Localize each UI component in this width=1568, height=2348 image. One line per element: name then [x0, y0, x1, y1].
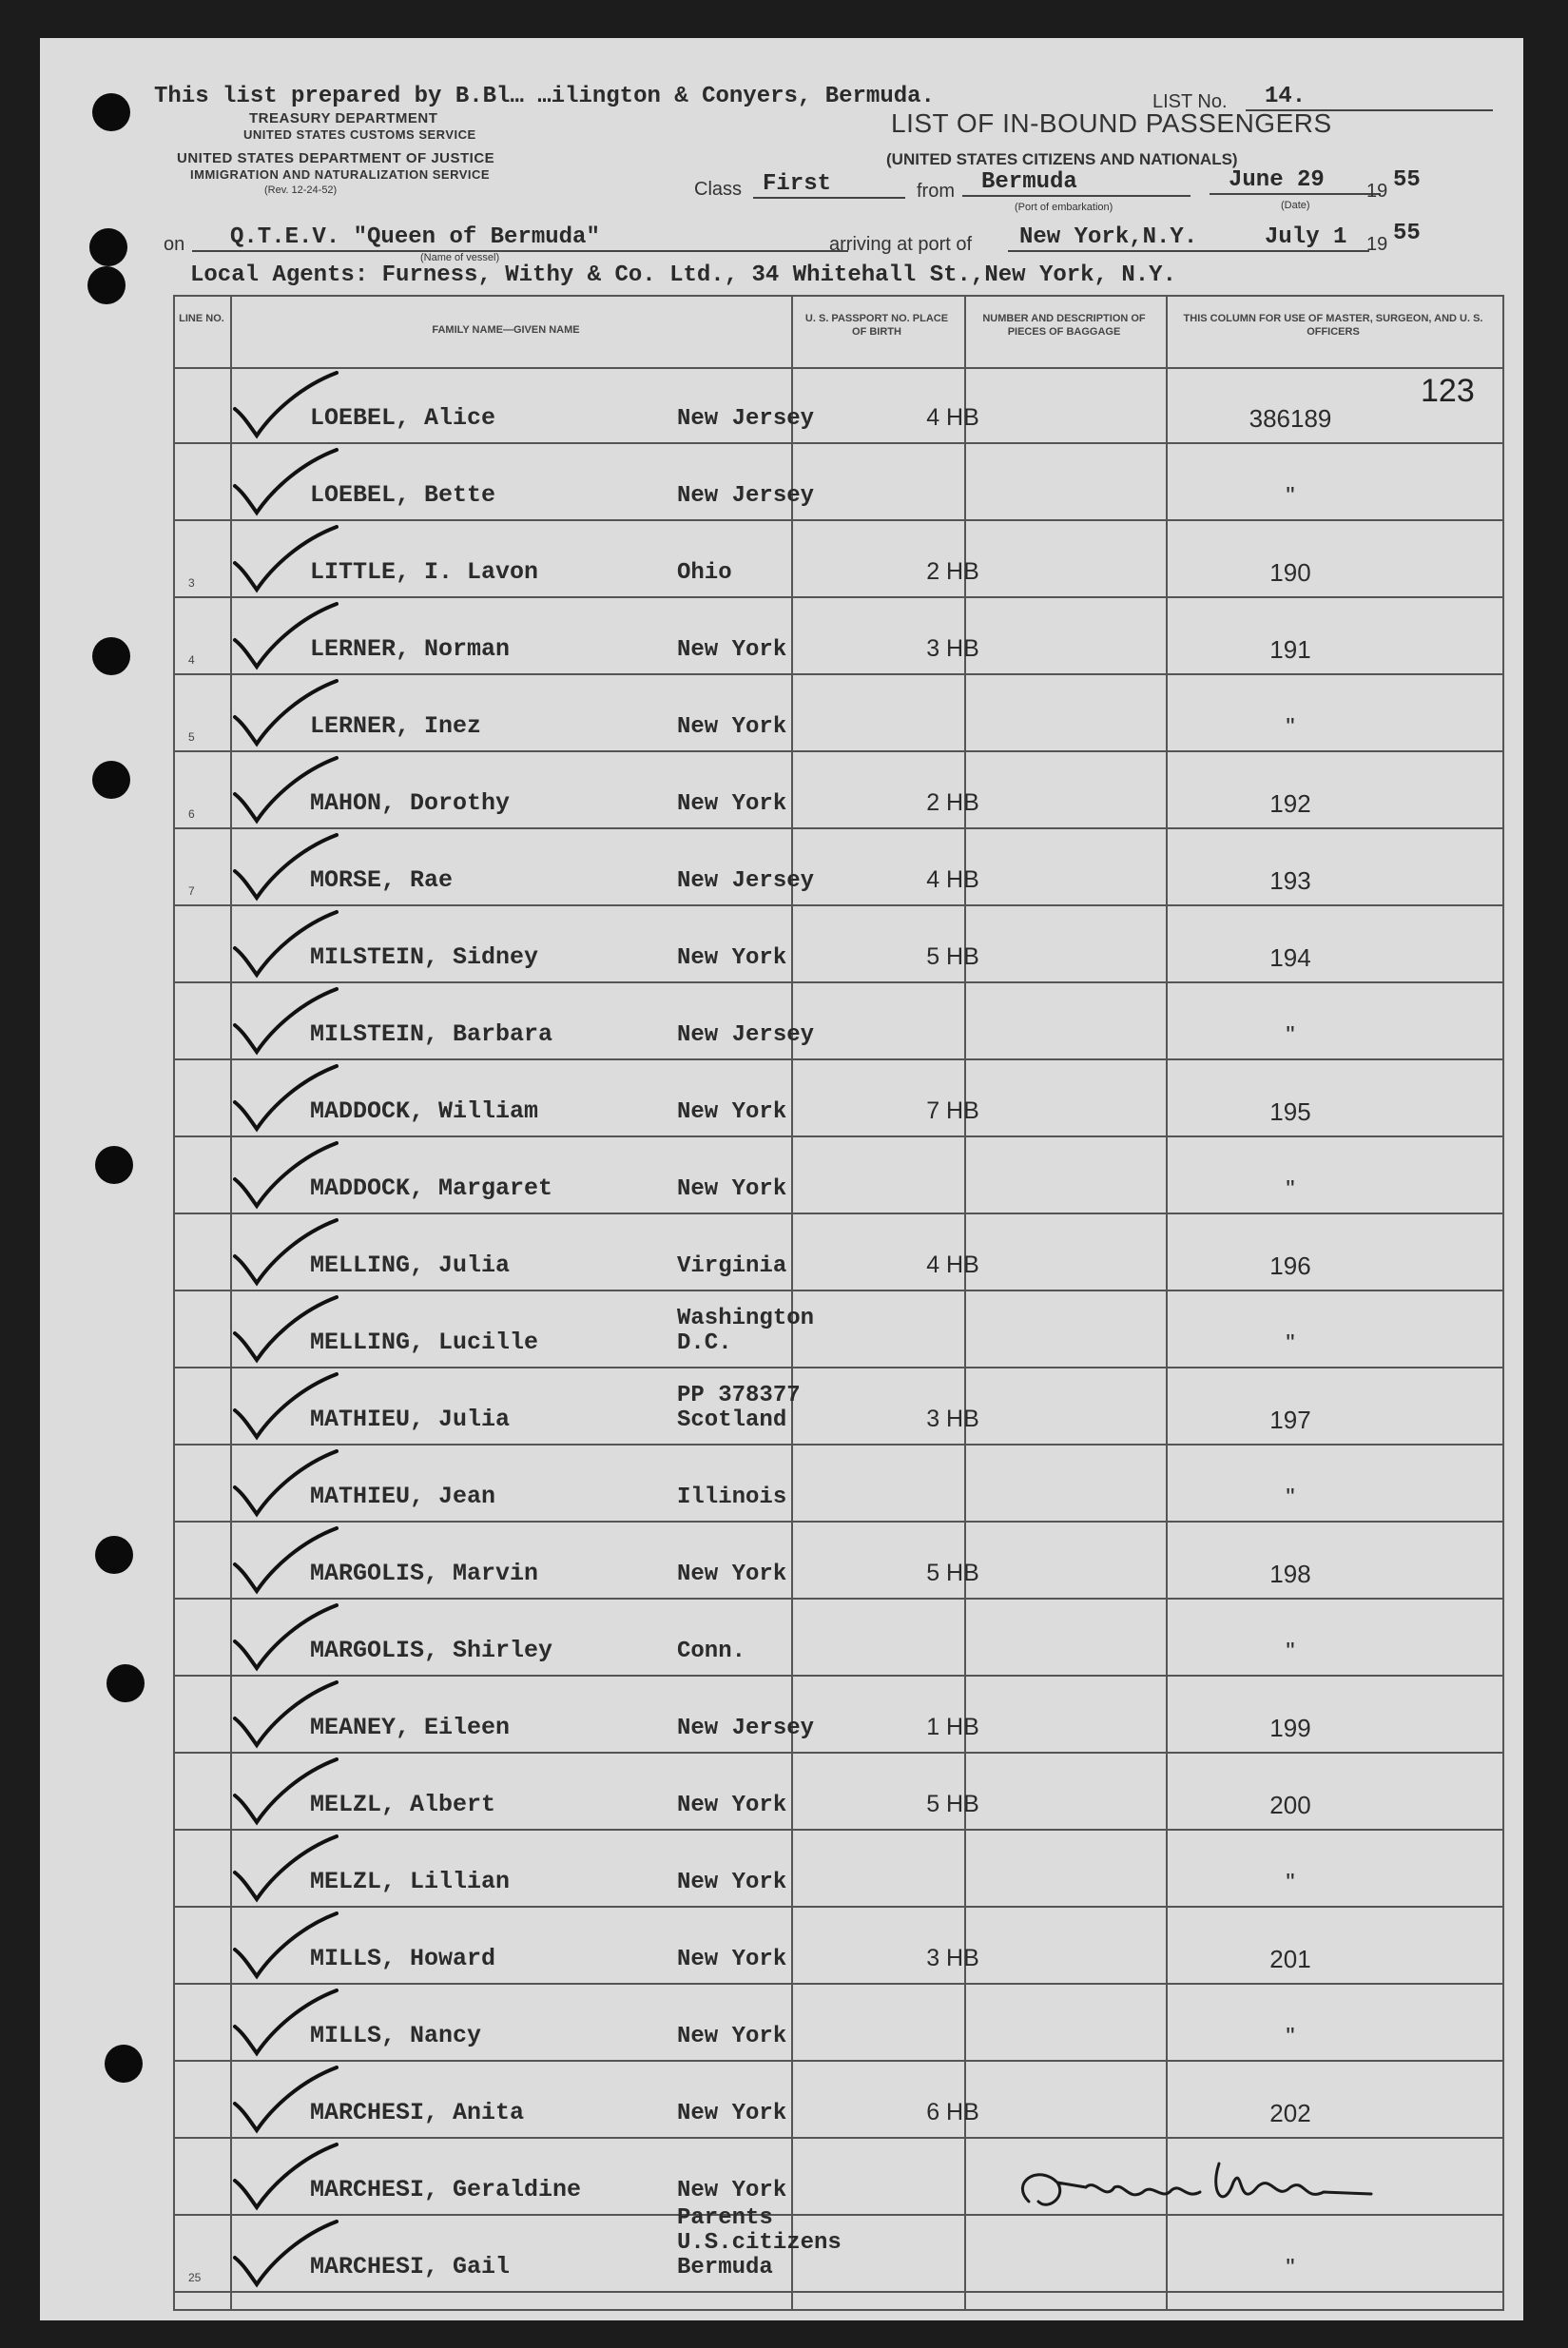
place-of-birth: [677, 1562, 786, 1587]
place-of-birth: [677, 407, 814, 432]
officer-number: 200: [1269, 1791, 1311, 1819]
table-row: [173, 2062, 1504, 2138]
passenger-name: MILLS, Nancy: [310, 2022, 482, 2049]
passenger-name: MARGOLIS, Shirley: [310, 1637, 553, 1664]
place-of-birth: [677, 1871, 786, 1895]
document-sheet: [40, 38, 1523, 2320]
passenger-name: MEANEY, Eileen: [310, 1714, 511, 1741]
place-of-birth-line: New York: [677, 1099, 787, 1125]
place-of-birth-line: Conn.: [677, 1639, 746, 1664]
table-row: [173, 367, 1504, 443]
officer-number: 195: [1269, 1097, 1311, 1126]
officer-number: 201: [1269, 1945, 1311, 1973]
baggage-count: 2 HB: [926, 558, 979, 585]
place-of-birth-line: New York: [677, 2178, 787, 2203]
passenger-name: MAHON, Dorothy: [310, 789, 511, 817]
place-of-birth: [677, 1100, 786, 1125]
baggage-count: 4 HB: [926, 404, 979, 431]
passenger-name: MILSTEIN, Barbara: [310, 1020, 553, 1048]
passenger-name: LOEBEL, Bette: [310, 481, 496, 509]
column-header-baggage: NUMBER AND DESCRIPTION OF PIECES OF BAGGAGE: [982, 313, 1146, 338]
officer-number: 193: [1269, 866, 1311, 895]
place-of-birth-line: Illinois: [677, 1484, 787, 1510]
place-of-birth: [677, 1023, 814, 1048]
table-row: [173, 444, 1504, 520]
officer-number: ": [1286, 712, 1295, 741]
column-header-passport: U. S. PASSPORT NO. PLACE OF BIRTH: [804, 313, 949, 338]
baggage-count: 1 HB: [926, 1714, 979, 1740]
baggage-count: 4 HB: [926, 1252, 979, 1278]
passenger-name: MARCHESI, Geraldine: [310, 2176, 582, 2203]
place-of-birth-line: Washington: [677, 1306, 815, 1331]
place-of-birth-line: New York: [677, 714, 787, 740]
officer-number: 199: [1269, 1714, 1311, 1742]
passenger-name: MARGOLIS, Marvin: [310, 1560, 539, 1587]
from-value: Bermuda: [962, 169, 1191, 197]
table-row: [173, 1600, 1504, 1676]
officer-number: 190: [1269, 558, 1311, 587]
officer-number: 191: [1269, 635, 1311, 664]
page-number: 123: [1421, 373, 1475, 409]
place-of-birth-line: D.C.: [677, 1330, 732, 1356]
table-row: [173, 906, 1504, 982]
departure-year: 55: [1393, 167, 1421, 193]
binder-hole-icon: [95, 1536, 133, 1574]
place-of-birth: [677, 2102, 786, 2126]
place-of-birth: [677, 792, 786, 817]
line-number: 6: [188, 807, 195, 821]
passenger-name: MORSE, Rae: [310, 866, 454, 894]
table-row: [173, 675, 1504, 751]
officer-number: 194: [1269, 943, 1311, 972]
officer-number: ": [1286, 1020, 1295, 1049]
binder-hole-icon: [95, 1146, 133, 1184]
departure-date: June 29: [1210, 167, 1381, 195]
line-number: 5: [188, 730, 195, 744]
place-of-birth: [677, 2179, 786, 2203]
passenger-name: MILLS, Howard: [310, 1945, 496, 1972]
column-header-line-no: LINE NO.: [179, 313, 224, 324]
place-of-birth-line: U.S.citizens: [677, 2230, 842, 2256]
table-row: [173, 1368, 1504, 1445]
officer-number: ": [1286, 1637, 1295, 1665]
arriving-label: arriving at port of: [829, 234, 973, 255]
class-label: Class: [694, 179, 743, 200]
list-no-value: 14.: [1246, 84, 1493, 111]
baggage-count: 3 HB: [926, 635, 979, 662]
passenger-name: MADDOCK, Margaret: [310, 1174, 553, 1202]
treasury-department: TREASURY DEPARTMENT: [249, 110, 438, 126]
arrival-port: New York,N.Y.: [1008, 224, 1257, 252]
form-subtitle: (UNITED STATES CITIZENS AND NATIONALS): [886, 150, 1238, 168]
customs-service: UNITED STATES CUSTOMS SERVICE: [243, 127, 476, 142]
immigration-service: IMMIGRATION AND NATURALIZATION SERVICE: [190, 167, 491, 182]
table-row: [173, 1137, 1504, 1213]
arrival-date: July 1: [1257, 224, 1369, 252]
baggage-count: 2 HB: [926, 789, 979, 816]
passenger-name: MATHIEU, Julia: [310, 1406, 511, 1433]
department-of-justice: UNITED STATES DEPARTMENT OF JUSTICE: [177, 150, 495, 166]
place-of-birth-line: New Jersey: [677, 1022, 815, 1048]
baggage-count: 5 HB: [926, 1791, 979, 1817]
passenger-name: MADDOCK, William: [310, 1097, 539, 1125]
binder-hole-icon: [92, 761, 130, 799]
table-row: [173, 1985, 1504, 2061]
officer-number: ": [1286, 1868, 1295, 1896]
binder-hole-icon: [92, 637, 130, 675]
place-of-birth-line: Ohio: [677, 560, 732, 586]
place-of-birth-line: New York: [677, 1870, 787, 1895]
place-of-birth-line: New Jersey: [677, 483, 815, 509]
place-of-birth-line: New York: [677, 945, 787, 971]
passenger-name: MARCHESI, Gail: [310, 2253, 511, 2280]
officer-number: 202: [1269, 2099, 1311, 2127]
place-of-birth-line: New York: [677, 1947, 787, 1972]
form-title: LIST OF IN-BOUND PASSENGERS: [891, 108, 1332, 138]
baggage-count: 5 HB: [926, 943, 979, 970]
place-of-birth-line: New York: [677, 2024, 787, 2049]
table-row: [173, 983, 1504, 1059]
officer-number: ": [1286, 2022, 1295, 2050]
column-header-officers: THIS COLUMN FOR USE OF MASTER, SURGEON, AND U. S. OFFICERS: [1183, 313, 1483, 338]
line-number: 7: [188, 884, 195, 898]
prepared-by-line: This list prepared by B.Bl… …ilington & Conyers, Bermuda.: [154, 84, 935, 109]
passenger-name: MELZL, Albert: [310, 1791, 496, 1818]
place-of-birth-line: New York: [677, 2101, 787, 2126]
binder-hole-icon: [105, 2045, 143, 2083]
table-row: [173, 598, 1504, 674]
officer-number: ": [1286, 1483, 1295, 1511]
place-of-birth: [677, 1307, 814, 1356]
place-of-birth-line: New York: [677, 637, 787, 663]
table-row: [173, 1523, 1504, 1599]
local-agents: Local Agents: Furness, Withy & Co. Ltd., 34 Whitehall St.,New York, N.Y.: [190, 262, 1176, 288]
place-of-birth-line: Virginia: [677, 1253, 787, 1279]
place-of-birth-line: Bermuda: [677, 2255, 773, 2280]
place-of-birth-line: Scotland: [677, 1407, 787, 1433]
place-of-birth-line: New York: [677, 791, 787, 817]
arrival-year: 55: [1393, 221, 1421, 246]
place-of-birth-line: New Jersey: [677, 1716, 815, 1741]
passenger-name: MATHIEU, Jean: [310, 1483, 496, 1510]
officer-number: ": [1286, 1329, 1295, 1357]
departure-year-prefix: 19: [1366, 181, 1388, 202]
place-of-birth: [677, 561, 732, 586]
arrival-year-prefix: 19: [1366, 234, 1388, 255]
vessel-caption: (Name of vessel): [420, 252, 500, 263]
baggage-count: 6 HB: [926, 2099, 979, 2125]
line-number: 25: [188, 2271, 202, 2284]
place-of-birth: [677, 2025, 786, 2049]
place-of-birth-line: Parents: [677, 2205, 773, 2231]
passenger-name: MILSTEIN, Sidney: [310, 943, 539, 971]
place-of-birth: [677, 1177, 786, 1202]
binder-hole-icon: [92, 93, 130, 131]
officer-number: 197: [1269, 1406, 1311, 1434]
officer-number: 386189: [1249, 404, 1332, 433]
passenger-name: LERNER, Inez: [310, 712, 482, 740]
officer-number: ": [1286, 2253, 1295, 2281]
place-of-birth: [677, 2206, 842, 2280]
place-of-birth: [677, 638, 786, 663]
baggage-count: 7 HB: [926, 1097, 979, 1124]
passenger-name: LOEBEL, Alice: [310, 404, 496, 432]
place-of-birth: [677, 1254, 786, 1279]
officer-number: ": [1286, 481, 1295, 510]
baggage-count: 3 HB: [926, 1945, 979, 1971]
place-of-birth: [677, 1640, 745, 1664]
binder-hole-icon: [87, 266, 126, 304]
binder-hole-icon: [89, 228, 127, 266]
vessel-name: Q.T.E.V. "Queen of Bermuda": [192, 224, 848, 252]
column-header-name: FAMILY NAME—GIVEN NAME: [432, 324, 580, 336]
place-of-birth-line: New York: [677, 1562, 787, 1587]
line-number: 3: [188, 576, 195, 590]
date-caption: (Date): [1281, 200, 1310, 211]
on-label: on: [164, 234, 185, 255]
port-caption: (Port of embarkation): [1015, 202, 1113, 213]
place-of-birth: [677, 484, 814, 509]
table-row: [173, 1831, 1504, 1907]
officer-number: 198: [1269, 1560, 1311, 1588]
place-of-birth: [677, 715, 786, 740]
passenger-name: MELZL, Lillian: [310, 1868, 511, 1895]
place-of-birth-line: New Jersey: [677, 406, 815, 432]
table-row: [173, 521, 1504, 597]
passenger-name: MARCHESI, Anita: [310, 2099, 525, 2126]
place-of-birth: [677, 1485, 786, 1510]
table-row: [173, 1214, 1504, 1290]
place-of-birth-line: New Jersey: [677, 868, 815, 894]
from-label: from: [917, 181, 955, 202]
place-of-birth: [677, 1948, 786, 1972]
class-value: First: [753, 171, 905, 199]
place-of-birth-line: New York: [677, 1176, 787, 1202]
baggage-count: 3 HB: [926, 1406, 979, 1432]
form-revision: (Rev. 12-24-52): [264, 184, 338, 196]
table-row: [173, 1291, 1504, 1368]
line-number: 4: [188, 653, 195, 667]
place-of-birth: [677, 869, 814, 894]
passenger-name: MELLING, Julia: [310, 1252, 511, 1279]
baggage-count: 5 HB: [926, 1560, 979, 1586]
table-row: [173, 1677, 1504, 1753]
table-row: [173, 829, 1504, 905]
signature-icon: [1000, 2144, 1381, 2230]
officer-number: ": [1286, 1174, 1295, 1203]
table-row: [173, 1754, 1504, 1830]
officer-number: 192: [1269, 789, 1311, 818]
table-row: [173, 1446, 1504, 1522]
place-of-birth-line: PP 378377: [677, 1383, 801, 1408]
passenger-table: [173, 295, 1504, 2311]
place-of-birth: [677, 1717, 814, 1741]
place-of-birth: [677, 1384, 801, 1433]
place-of-birth-line: New York: [677, 1793, 787, 1818]
officer-number: 196: [1269, 1252, 1311, 1280]
baggage-count: 4 HB: [926, 866, 979, 893]
binder-hole-icon: [106, 1664, 145, 1702]
passenger-name: LERNER, Norman: [310, 635, 511, 663]
place-of-birth: [677, 1794, 786, 1818]
table-row: [173, 752, 1504, 828]
table-row: [173, 1908, 1504, 1984]
passenger-name: LITTLE, I. Lavon: [310, 558, 539, 586]
list-no-label: LIST No.: [1152, 91, 1228, 112]
table-row: [173, 1060, 1504, 1136]
passenger-name: MELLING, Lucille: [310, 1329, 539, 1356]
place-of-birth: [677, 946, 786, 971]
